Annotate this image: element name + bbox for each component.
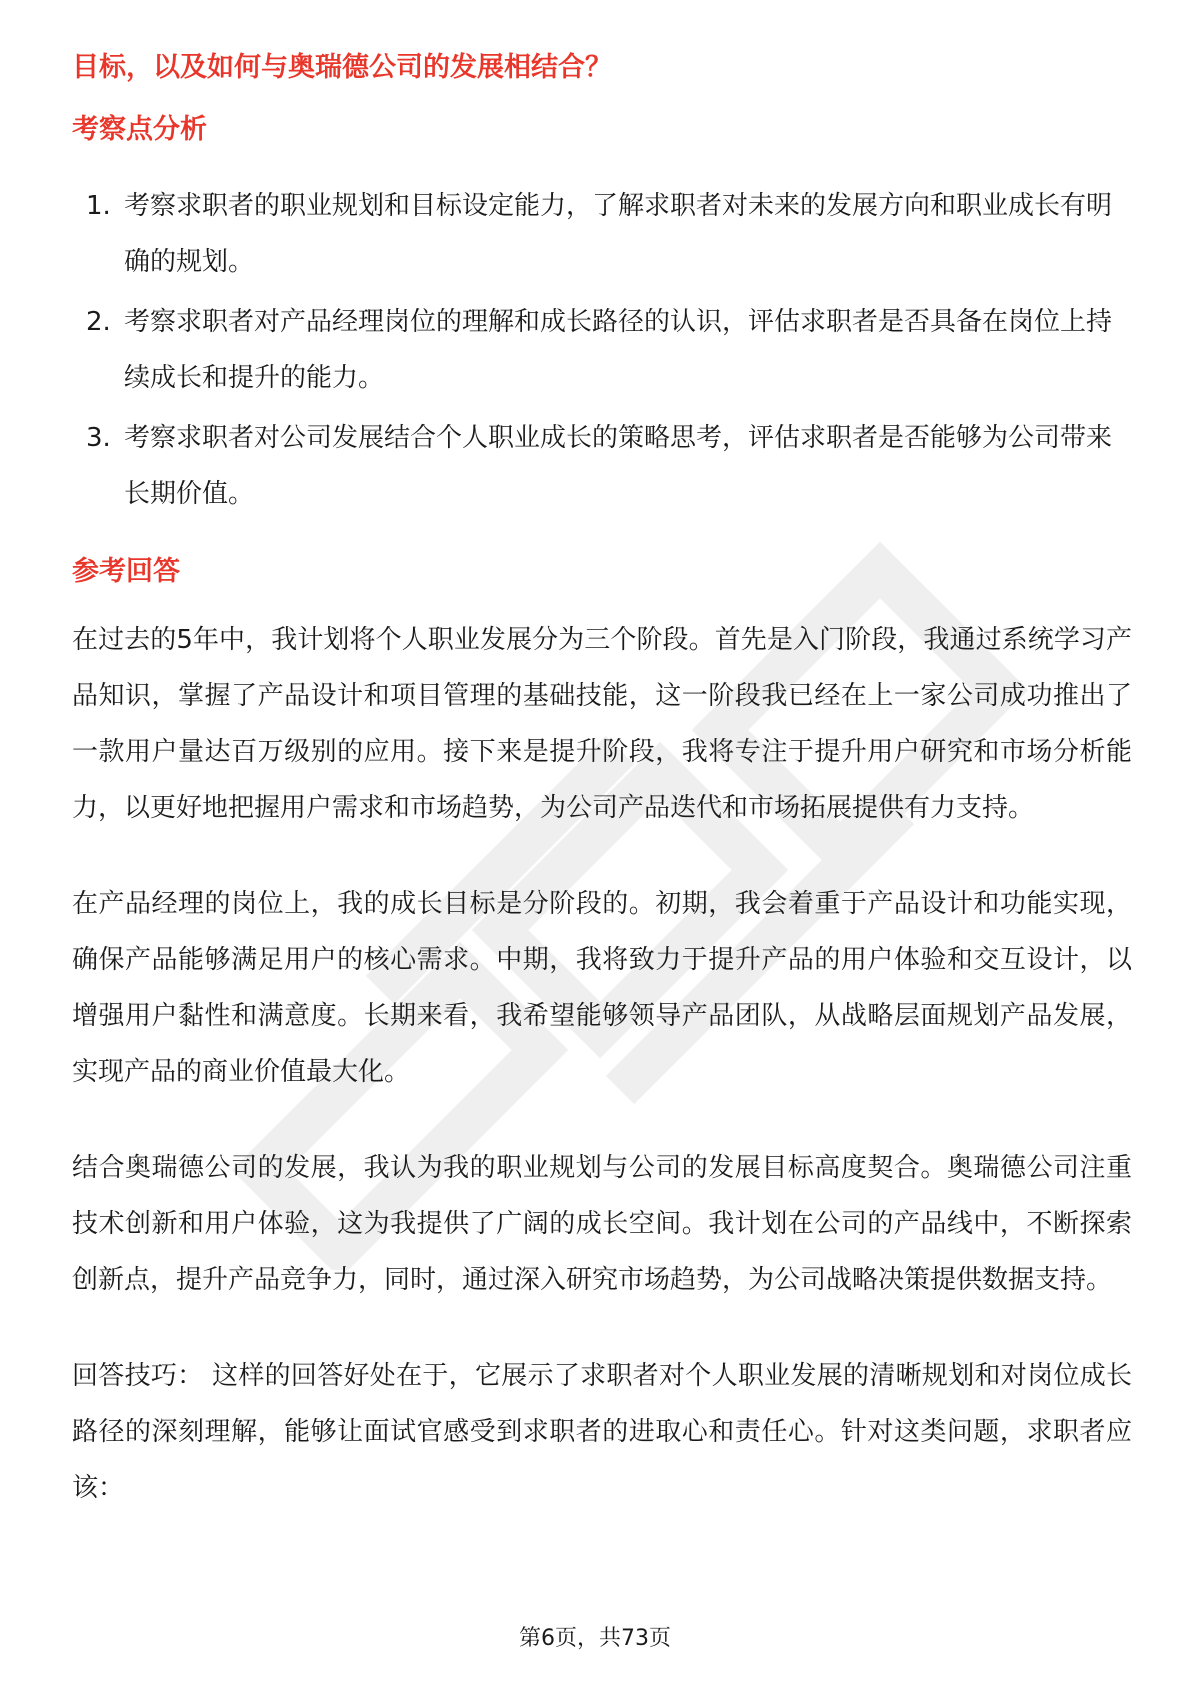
list-item [72, 178, 1132, 290]
list-text: 考察求职者对产品经理岗位的理解和成长路径的认识，评估求职者是否具备在岗位上持续成长和提升的能力。 [124, 307, 1113, 393]
tips-paragraph: 回答技巧： 这样的回答好处在于，它展示了求职者对个人职业发展的清晰规划和对岗位成长路径的深刻理解，能够让面试官感受到求职者的进取心和责任心。针对这类问题，求职者应该： [72, 1361, 1132, 1503]
answer-paragraph: 在过去的5年中，我计划将个人职业发展分为三个阶段。首先是入门阶段，我通过系统学习产品知识，掌握了产品设计和项目管理的基础技能，这一阶段我已经在上一家公司成功推出了一款用户量达百万级别的应用。接下来是提升阶段，我将专注于提升用户研究和市场分析能力，以更好地把握用户需求和市场趋势，为公司产品迭代和市场拓展提供有力支持。 [72, 625, 1132, 823]
list-number: 3. [86, 423, 111, 453]
question-title: 目标，以及如何与奥瑞德公司的发展相结合？ [72, 52, 612, 83]
answer-paragraph: 结合奥瑞德公司的发展，我认为我的职业规划与公司的发展目标高度契合。奥瑞德公司注重技术创新和用户体验，这为我提供了广阔的成长空间。我计划在公司的产品线中，不断探索创新点，提升产品竞争力，同时，通过深入研究市场趋势，为公司战略决策提供数据支持。 [72, 1153, 1132, 1295]
list-item [72, 410, 1132, 522]
answer-paragraph: 在产品经理的岗位上，我的成长目标是分阶段的。初期，我会着重于产品设计和功能实现，确保产品能够满足用户的核心需求。中期，我将致力于提升产品的用户体验和交互设计，以增强用户黏性和满意度。长期来看，我希望能够领导产品团队，从战略层面规划产品发展，实现产品的商业价值最大化。 [72, 889, 1132, 1087]
content [72, 48, 1132, 1516]
list-item [72, 294, 1132, 406]
analysis-heading: 考察点分析 [72, 114, 207, 145]
list-number: 2. [86, 307, 111, 337]
page-number: 第6页，共73页 [519, 1626, 671, 1651]
list-text: 考察求职者的职业规划和目标设定能力，了解求职者对未来的发展方向和职业成长有明确的规划。 [124, 191, 1113, 277]
analysis-list [72, 178, 1132, 522]
reference-heading: 参考回答 [72, 556, 180, 587]
list-text: 考察求职者对公司发展结合个人职业成长的策略思考，评估求职者是否能够为公司带来长期价值。 [124, 423, 1113, 509]
list-number: 1. [86, 191, 111, 221]
